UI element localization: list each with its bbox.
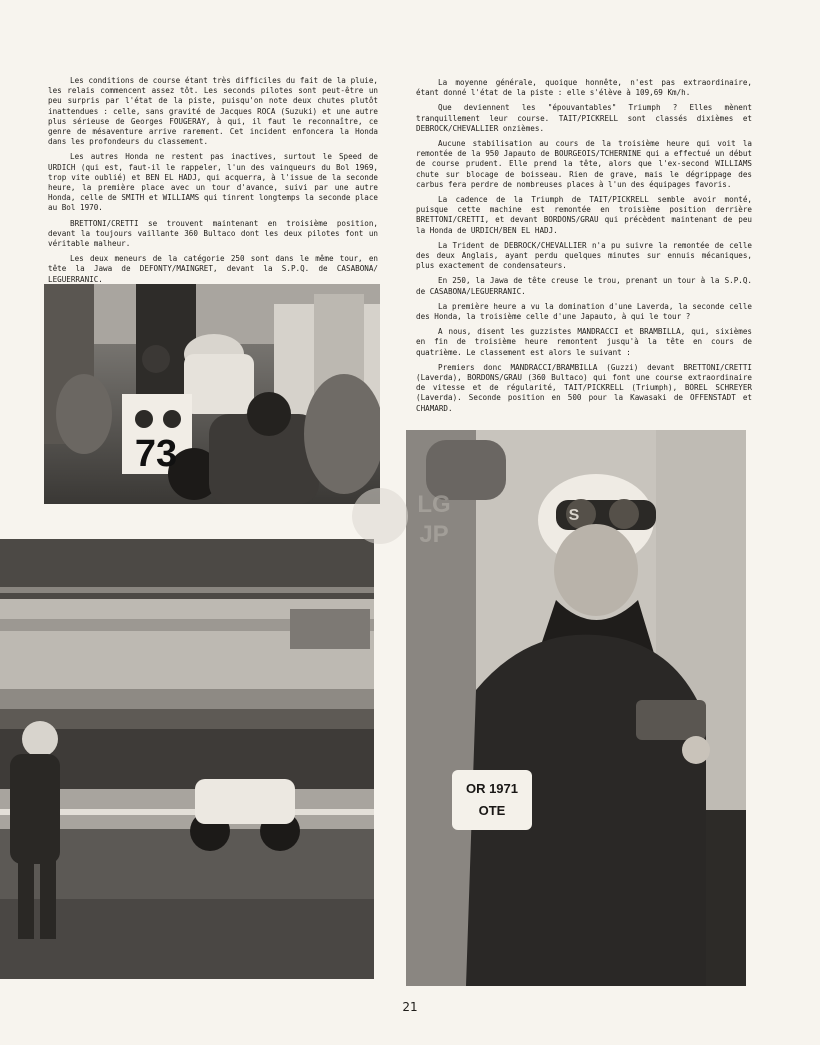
page-number: 21 [402,1000,418,1014]
paragraph: La Trident de DEBROCK/CHEVALLIER n'a pu suivre la remontée de celle des deux Anglais, ayant perdu quelques minutes sur ennuis mécaniques, plus exactement de condensateurs. [416,240,752,271]
paragraph: BRETTONI/CRETTI se trouvent maintenant en troisième position, devant la toujours vaillante 360 Bultaco dont les deux pilotes font un véritable malheur. [48,218,378,249]
paragraph: Premiers donc MANDRACCI/BRAMBILLA (Guzzi) devant BRETTONI/CRETTI (Laverda), BORDONS/GRAU (360 Bultaco) qui font une course extraordinaire de vitesse et de régularité, TAIT/PICKRELL (Triumph), BOREL SCHREYER (Laverda). Seconde position en 500 pour la Kawasaki de OFFENSTADT et CHAMARD. [416,362,752,413]
paragraph: Les deux meneurs de la catégorie 250 sont dans le même tour, en tête la Jawa de DEFONTY/MAINGRET, devant la S.P.Q. de CASABONA/ LEGUERRANIC. [48,254,378,284]
paragraph: La cadence de la Triumph de TAIT/PICKRELL semble avoir monté, puisque cette machine est remontée en troisième position derrière BRETTONI/CRETTI, et devant BORDONS/GRAU qui précèdent maintenant de peu la Honda de URDICH/BEN EL HADJ. [416,195,752,235]
paragraph: La moyenne générale, quoique honnête, n'est pas extraordinaire, étant donné l'état de la piste : elle s'élève à 109,69 Km/h. [416,78,752,98]
track-photo [0,539,374,979]
pit-stop-photo [44,284,380,504]
pit-stop-illustration [44,284,380,504]
paragraph: Que deviennent les "épouvantables" Triumph ? Elles mènent tranquillement leur course. TAIT/PICKRELL sont classés dixièmes et DEBROCK/CHEVALLIER onzièmes. [416,103,752,133]
paragraph: En 250, la Jawa de tête creuse le trou, prenant un tour à la S.P.Q. de CASABONA/LEGUERRANIC. [416,276,752,296]
paragraph: Les conditions de course étant très difficiles du fait de la pluie, les relais commencent assez tôt. Les seconds pilotes sont peut-être un peu surpris par l'état de la piste, puisqu'on note deux chutes plutôt inattendues : celle, sans gravité de Jacques ROCA (Suzuki) et une autre plus sérieuse de Georges FOUGERAY, à qui, il faut le reconnaître, ce genre de mésaventure arrive rarement. Cet incident enfoncera la Honda dans les profondeurs du classement. [48,76,378,147]
race-number: 73 [134,433,178,475]
paragraph: La première heure a vu la domination d'une Laverda, la seconde celle des Honda, la troisième celle d'une Japauto, à qui le tour ? [416,301,752,322]
helmet-letter: S [568,507,580,524]
watermark-line2: JP [419,521,449,548]
paragraph: Les autres Honda ne restent pas inactives, surtout le Speed de URDICH (qui est, faut-il le rappeler, l'un des vainqueurs du Bol 1969, trop vite oublié) et BEN EL HADJ, qui acquerra, à l'issue de la seconde heure, la première place avec un tour d'avance, suivi par une autre Honda, celle de SMITH et WILLIAMS qui tinrent longtemps la seconde place au Bol 1970. [48,152,378,213]
armband-text-line1: OR 1971 [465,781,519,796]
armband-text-line2: OTE [478,803,506,818]
watermark-line1: LG [417,491,451,518]
left-text-column [48,76,378,290]
paragraph: A nous, disent les guzzistes MANDRACCI et BRAMBILLA, qui, sixièmes en fin de troisième heure remontent jusqu'à la tête en cours de quatrième. Le classement est alors le suivant : [416,327,752,357]
watermark-graphic [344,476,474,556]
paragraph: Aucune stabilisation au cours de la troisième heure qui voit la remontée de la 950 Japauto de BOURGEOIS/TCHERNINE qui a effectué un début de course prudent. Elle prend la tête, alors que l'ex-second WILLIAMS chute sur blocage de boisseau. Rien de grave, mais le dégrippage des carbus fera perdre de nombreuses places à l'un des équipages favoris. [416,139,752,189]
track-illustration [0,539,374,979]
right-text-column [416,78,752,419]
watermark-logo [344,476,474,556]
